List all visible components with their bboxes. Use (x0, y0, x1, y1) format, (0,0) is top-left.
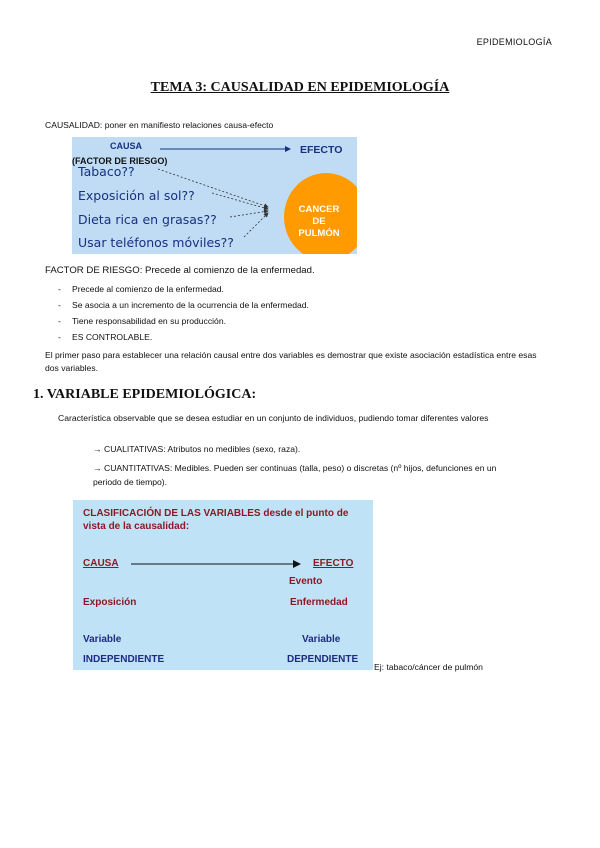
variable-definition: Característica observable que se desea estudiar en un conjunto de individuos, pudiendo tomar diferentes valores (58, 413, 489, 423)
enfermedad-label: Enfermedad (290, 597, 348, 608)
variable-right-label: Variable (302, 634, 341, 645)
section-heading: 1. VARIABLE EPIDEMIOLÓGICA: (33, 387, 257, 402)
cualitativas-item: → CUALITATIVAS: Atributos no medibles (sexo, raza). (93, 444, 301, 454)
figure2-title: CLASIFICACIÓN DE LAS VARIABLES desde el punto de vista de la causalidad: (83, 508, 349, 532)
variable-left-label: Variable (83, 634, 122, 645)
exposicion-label: Exposición (83, 597, 137, 608)
risk-item: Exposición al sol?? (78, 188, 195, 203)
factor-riesgo-definition: FACTOR DE RIESGO: Precede al comienzo de la enfermedad. (45, 265, 315, 276)
independiente-label: INDEPENDIENTE (83, 654, 165, 665)
example-note: Ej: tabaco/cáncer de pulmón (374, 662, 483, 672)
risk-item: Usar teléfonos móviles?? (78, 235, 234, 250)
dependiente-label: DEPENDIENTE (287, 654, 359, 665)
list-item: - Precede al comienzo de la enfermedad. (58, 283, 558, 299)
evento-label: Evento (289, 576, 323, 587)
risk-item: Tabaco?? (78, 164, 135, 179)
risk-factor-bullets (58, 283, 558, 347)
causality-figure (72, 137, 357, 254)
causa-efecto-arrow (131, 559, 301, 569)
efecto-label: EFECTO (313, 558, 354, 569)
causal-paragraph: El primer paso para establecer una relación causal entre dos variables es demostrar que existe asociación estadística entre esas dos variables. (45, 350, 537, 373)
efecto-label: EFECTO (300, 144, 343, 156)
risk-item: Dieta rica en grasas?? (78, 212, 217, 227)
list-item: - ES CONTROLABLE. (58, 331, 558, 347)
causalidad-definition: CAUSALIDAD: poner en manifiesto relaciones causa-efecto (45, 120, 274, 130)
causa-label: CAUSA (110, 141, 143, 151)
causa-label: CAUSA (83, 558, 119, 569)
list-item: - Se asocia a un incremento de la ocurrencia de la enfermedad. (58, 299, 558, 315)
header-section-label: EPIDEMIOLOGÍA (476, 37, 552, 47)
cancer-label: CANCER DE PULMÓN (298, 204, 340, 239)
list-item: - Tiene responsabilidad en su producción. (58, 315, 558, 331)
variable-classification-figure (73, 500, 373, 670)
factor-riesgo-label: (FACTOR DE RIESGO) (72, 156, 168, 166)
page-title: TEMA 3: CAUSALIDAD EN EPIDEMIOLOGÍA (150, 80, 450, 95)
cuantitativas-item: → CUANTITATIVAS: Medibles. Pueden ser continuas (talla, peso) o discretas (nº hijos, defunciones en un periodo de tiempo). (93, 463, 497, 487)
